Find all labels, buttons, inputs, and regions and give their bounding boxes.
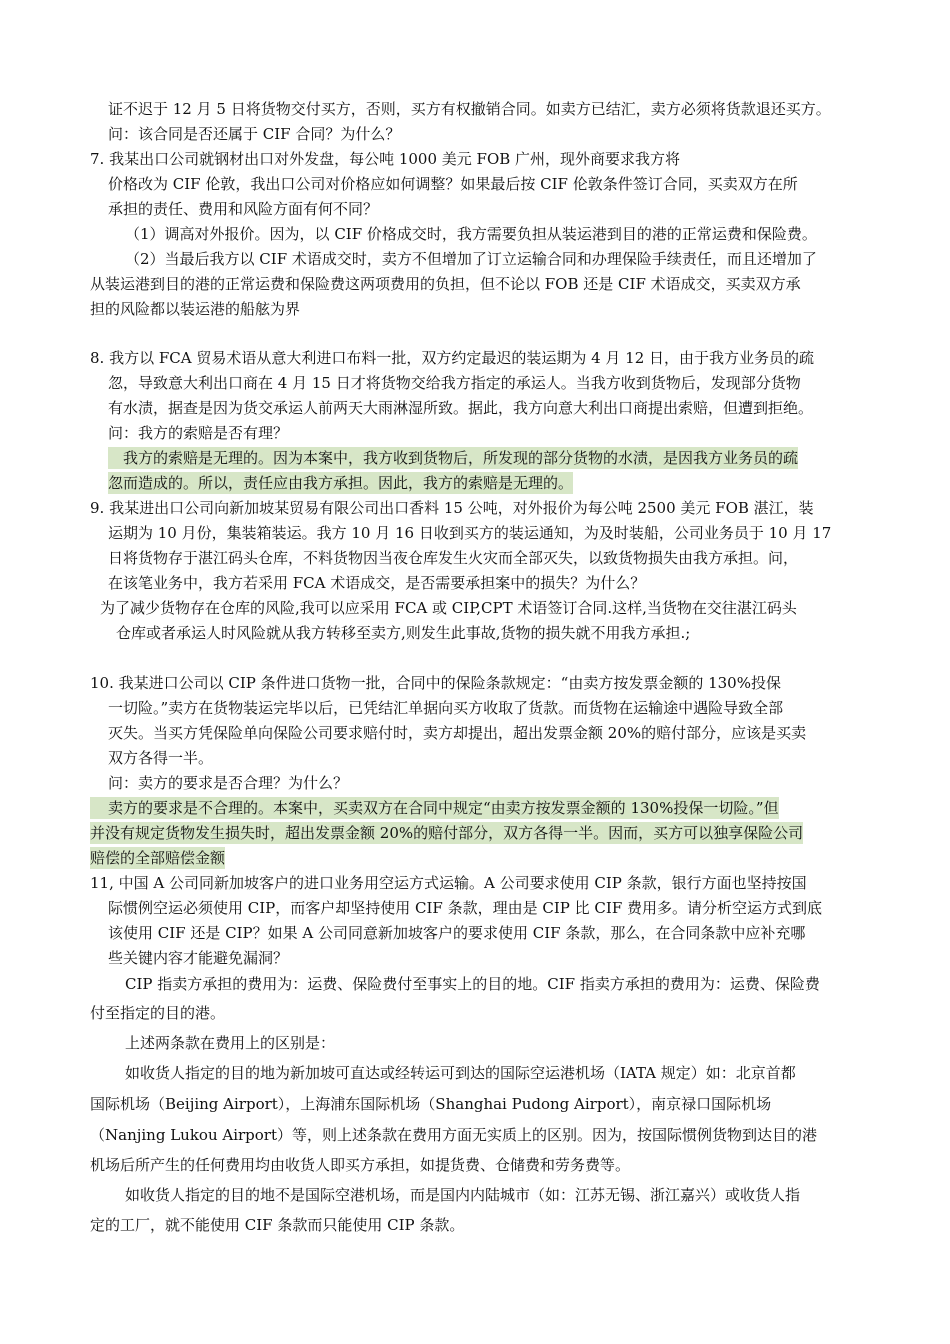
paragraph-line: 际惯例空运必须使用 CIP，而客户却坚持使用 CIF 条款，理由是 CIP 比 CIF 费用多。请分析空运方式到底 bbox=[108, 899, 822, 917]
paragraph-line: 一切险。”卖方在货物装运完毕以后，已凭结汇单据向买方收取了货款。而货物在运输途中遇险导致全部 bbox=[108, 699, 784, 717]
paragraph-line: 有水渍，据查是因为货交承运人前两天大雨淋湿所致。据此，我方向意大利出口商提出索赔，但遭到拒绝。 bbox=[108, 399, 814, 417]
answer-line: （Nanjing Lukou Airport）等，则上述条款在费用方面无实质上的区别。因为，按国际惯例货物到达目的港 bbox=[90, 1126, 818, 1144]
question-9-line: 9. 我某进出口公司向新加坡某贸易有限公司出口香料 15 公吨，对外报价为每公吨 2500 美元 FOB 湛江，装 bbox=[90, 499, 814, 517]
paragraph-line: 日将货物存于湛江码头仓库，不料货物因当夜仓库发生火灾而全部灭失，以致货物损失由我方承担。问， bbox=[108, 549, 799, 567]
paragraph-line: 承担的责任、费用和风险方面有何不同？ bbox=[108, 200, 379, 218]
paragraph-line: 忽，导致意大利出口商在 4 月 15 日才将货物交给我方指定的承运人。当我方收到货物后，发现部分货物 bbox=[108, 374, 801, 392]
answer-line: 付至指定的目的港。 bbox=[90, 1004, 226, 1022]
paragraph-line: 运期为 10 月份，集装箱装运。我方 10 月 16 日收到买方的装运通知，为及时装船，公司业务员于 10 月 17 bbox=[108, 524, 832, 542]
answer-line: 如收货人指定的目的地不是国际空港机场，而是国内内陆城市（如：江苏无锡、浙江嘉兴）或收货人指 bbox=[125, 1186, 801, 1204]
answer-line: 担的风险都以装运港的船舷为界 bbox=[90, 300, 301, 318]
paragraph-line: 该使用 CIF 还是 CIP？如果 A 公司同意新加坡客户的要求使用 CIF 条款，那么，在合同条款中应补充哪 bbox=[108, 924, 806, 942]
paragraph-line: 些关键内容才能避免漏洞？ bbox=[108, 949, 289, 967]
paragraph-line: 灭失。当买方凭保险单向保险公司要求赔付时，卖方却提出，超出发票金额 20%的赔付部分，应该是买卖 bbox=[108, 724, 807, 742]
question-11-line: 11, 中国 A 公司同新加坡客户的进口业务用空运方式运输。A 公司要求使用 CIP 条款，银行方面也坚持按国 bbox=[90, 874, 807, 892]
paragraph-line: 问：卖方的要求是否合理？为什么？ bbox=[108, 774, 349, 792]
answer-line: （1）调高对外报价。因为，以 CIF 价格成交时，我方需要负担从装运港到目的港的正常运费和保险费。 bbox=[125, 225, 817, 243]
question-7-line: 7. 我某出口公司就钢材出口对外发盘，每公吨 1000 美元 FOB 广州，现外商要求我方将 bbox=[90, 150, 681, 168]
highlighted-answer-line: 赔偿的全部赔偿金额 bbox=[90, 849, 226, 867]
paragraph-line: 问：该合同是否还属于 CIF 合同？为什么？ bbox=[108, 125, 401, 143]
question-8-line: 8. 我方以 FCA 贸易术语从意大利进口布料一批，双方约定最迟的装运期为 4 月 12 日，由于我方业务员的疏 bbox=[90, 349, 815, 367]
highlighted-answer-line: 卖方的要求是不合理的。本案中，买卖双方在合同中规定“由卖方按发票金额的 130%投保一切险。”但 bbox=[90, 797, 779, 819]
answer-line: 机场后所产生的任何费用均由收货人即买方承担，如提货费、仓储费和劳务费等。 bbox=[90, 1156, 631, 1174]
paragraph-line: 在该笔业务中，我方若采用 FCA 术语成交，是否需要承担案中的损失？为什么？ bbox=[108, 574, 646, 592]
question-10-line: 10. 我某进口公司以 CIP 条件进口货物一批，合同中的保险条款规定：“由卖方按发票金额的 130%投保 bbox=[90, 674, 781, 692]
answer-line: （2）当最后我方以 CIF 术语成交时，卖方不但增加了订立运输合同和办理保险手续责任，而且还增加了 bbox=[125, 250, 817, 268]
paragraph-line: 证不迟于 12 月 5 日将货物交付买方，否则，买方有权撤销合同。如卖方已结汇，卖方必须将货款退还买方。 bbox=[108, 100, 831, 118]
highlighted-answer-line: 并没有规定货物发生损失时，超出发票金额 20%的赔付部分，双方各得一半。因而，买方可以独享保险公司 bbox=[90, 824, 804, 842]
answer-line: 上述两条款在费用上的区别是： bbox=[125, 1034, 336, 1052]
paragraph-line: 价格改为 CIF 伦敦，我出口公司对价格应如何调整？如果最后按 CIF 伦敦条件签订合同，买卖双方在所 bbox=[108, 175, 798, 193]
highlighted-answer-line: 忽而造成的。所以，责任应由我方承担。因此，我方的索赔是无理的。 bbox=[108, 474, 574, 492]
answer-line: 为了减少货物存在仓库的风险,我可以应采用 FCA 或 CIP,CPT 术语签订合同.这样,当货物在交往湛江码头 bbox=[100, 599, 797, 617]
answer-line: 国际机场（Beijing Airport），上海浦东国际机场（Shanghai Pudong Airport），南京禄口国际机场 bbox=[90, 1095, 772, 1113]
answer-line: 从装运港到目的港的正常运费和保险费这两项费用的负担，但不论以 FOB 还是 CIF 术语成交，买卖双方承 bbox=[90, 275, 801, 293]
paragraph-line: 双方各得一半。 bbox=[108, 749, 214, 767]
paragraph-line: 问：我方的索赔是否有理？ bbox=[108, 424, 289, 442]
answer-line: 定的工厂，就不能使用 CIF 条款而只能使用 CIP 条款。 bbox=[90, 1216, 465, 1234]
answer-line: 如收货人指定的目的地为新加坡可直达或经转运可到达的国际空运港机场（IATA 规定）如：北京首都 bbox=[125, 1064, 796, 1082]
highlighted-answer-line: 我方的索赔是无理的。因为本案中，我方收到货物后，所发现的部分货物的水渍，是因我方业务员的疏 bbox=[108, 447, 798, 469]
answer-line: CIP 指卖方承担的费用为：运费、保险费付至事实上的目的地。CIF 指卖方承担的费用为：运费、保险费 bbox=[125, 975, 820, 993]
answer-line: 仓库或者承运人时风险就从我方转移至卖方,则发生此事故,货物的损失就不用我方承担.; bbox=[116, 624, 691, 642]
